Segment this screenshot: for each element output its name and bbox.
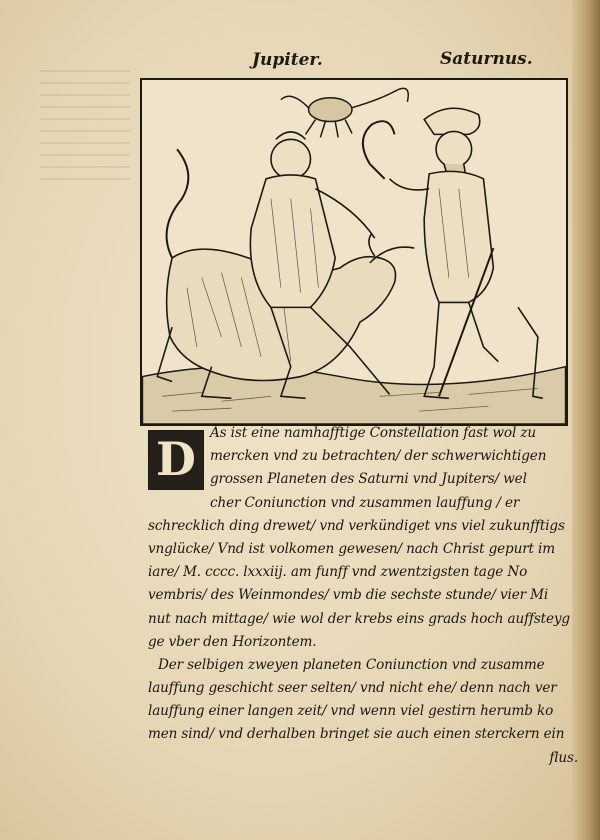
text-line: lauffung geschicht seer selten/ vnd nicht ehe/ denn nach ver <box>148 680 557 697</box>
text-line: men sind/ vnd derhalben bringet sie auch einen sterckern ein <box>148 726 565 743</box>
text-line: cher Coniunction vnd zusammen lauffung / er <box>210 494 520 511</box>
text-line: flus. <box>549 749 578 766</box>
woodcut-illustration <box>140 78 568 426</box>
decorated-initial: D <box>148 430 204 490</box>
bleed-through-text <box>40 70 130 190</box>
text-line: schrecklich ding drewet/ vnd verkündiget vns viel zukunfftigs <box>148 517 565 534</box>
text-line: ge vber den Horizontem. <box>148 633 317 650</box>
body-text <box>148 422 578 770</box>
text-line: mercken vnd zu betrachten/ der schwerwichtigen <box>210 448 547 465</box>
scorpion-figure <box>281 88 408 137</box>
caption-jupiter: Jupiter. <box>252 50 323 70</box>
text-line: vnglücke/ Vnd ist volkomen gewesen/ nach Christ gepurt im <box>148 540 555 557</box>
text-line: Der selbigen zweyen planeten Coniunction vnd zusamme <box>158 656 545 673</box>
text-line: lauffung einer langen zeit/ vnd wenn viel gestirn herumb ko <box>148 703 554 720</box>
text-line: iare/ M. cccc. lxxxiij. am funff vnd zwentzigsten tage No <box>148 564 528 581</box>
caption-saturnus: Saturnus. <box>440 49 533 69</box>
sickle-figure <box>363 121 395 179</box>
ground-shape <box>142 367 565 424</box>
text-line: As ist eine namhafftige Constellation fast wol zu <box>210 425 536 441</box>
text-line: vembris/ des Weinmondes/ vmb die sechste stunde/ vier Mi <box>148 587 549 604</box>
text-line: nut nach mittage/ wie wol der krebs eins grads hoch auffsteyg <box>148 610 570 627</box>
text-line: grossen Planeten des Saturni vnd Jupiters/ wel <box>210 471 527 488</box>
woodcut-svg <box>142 80 566 424</box>
